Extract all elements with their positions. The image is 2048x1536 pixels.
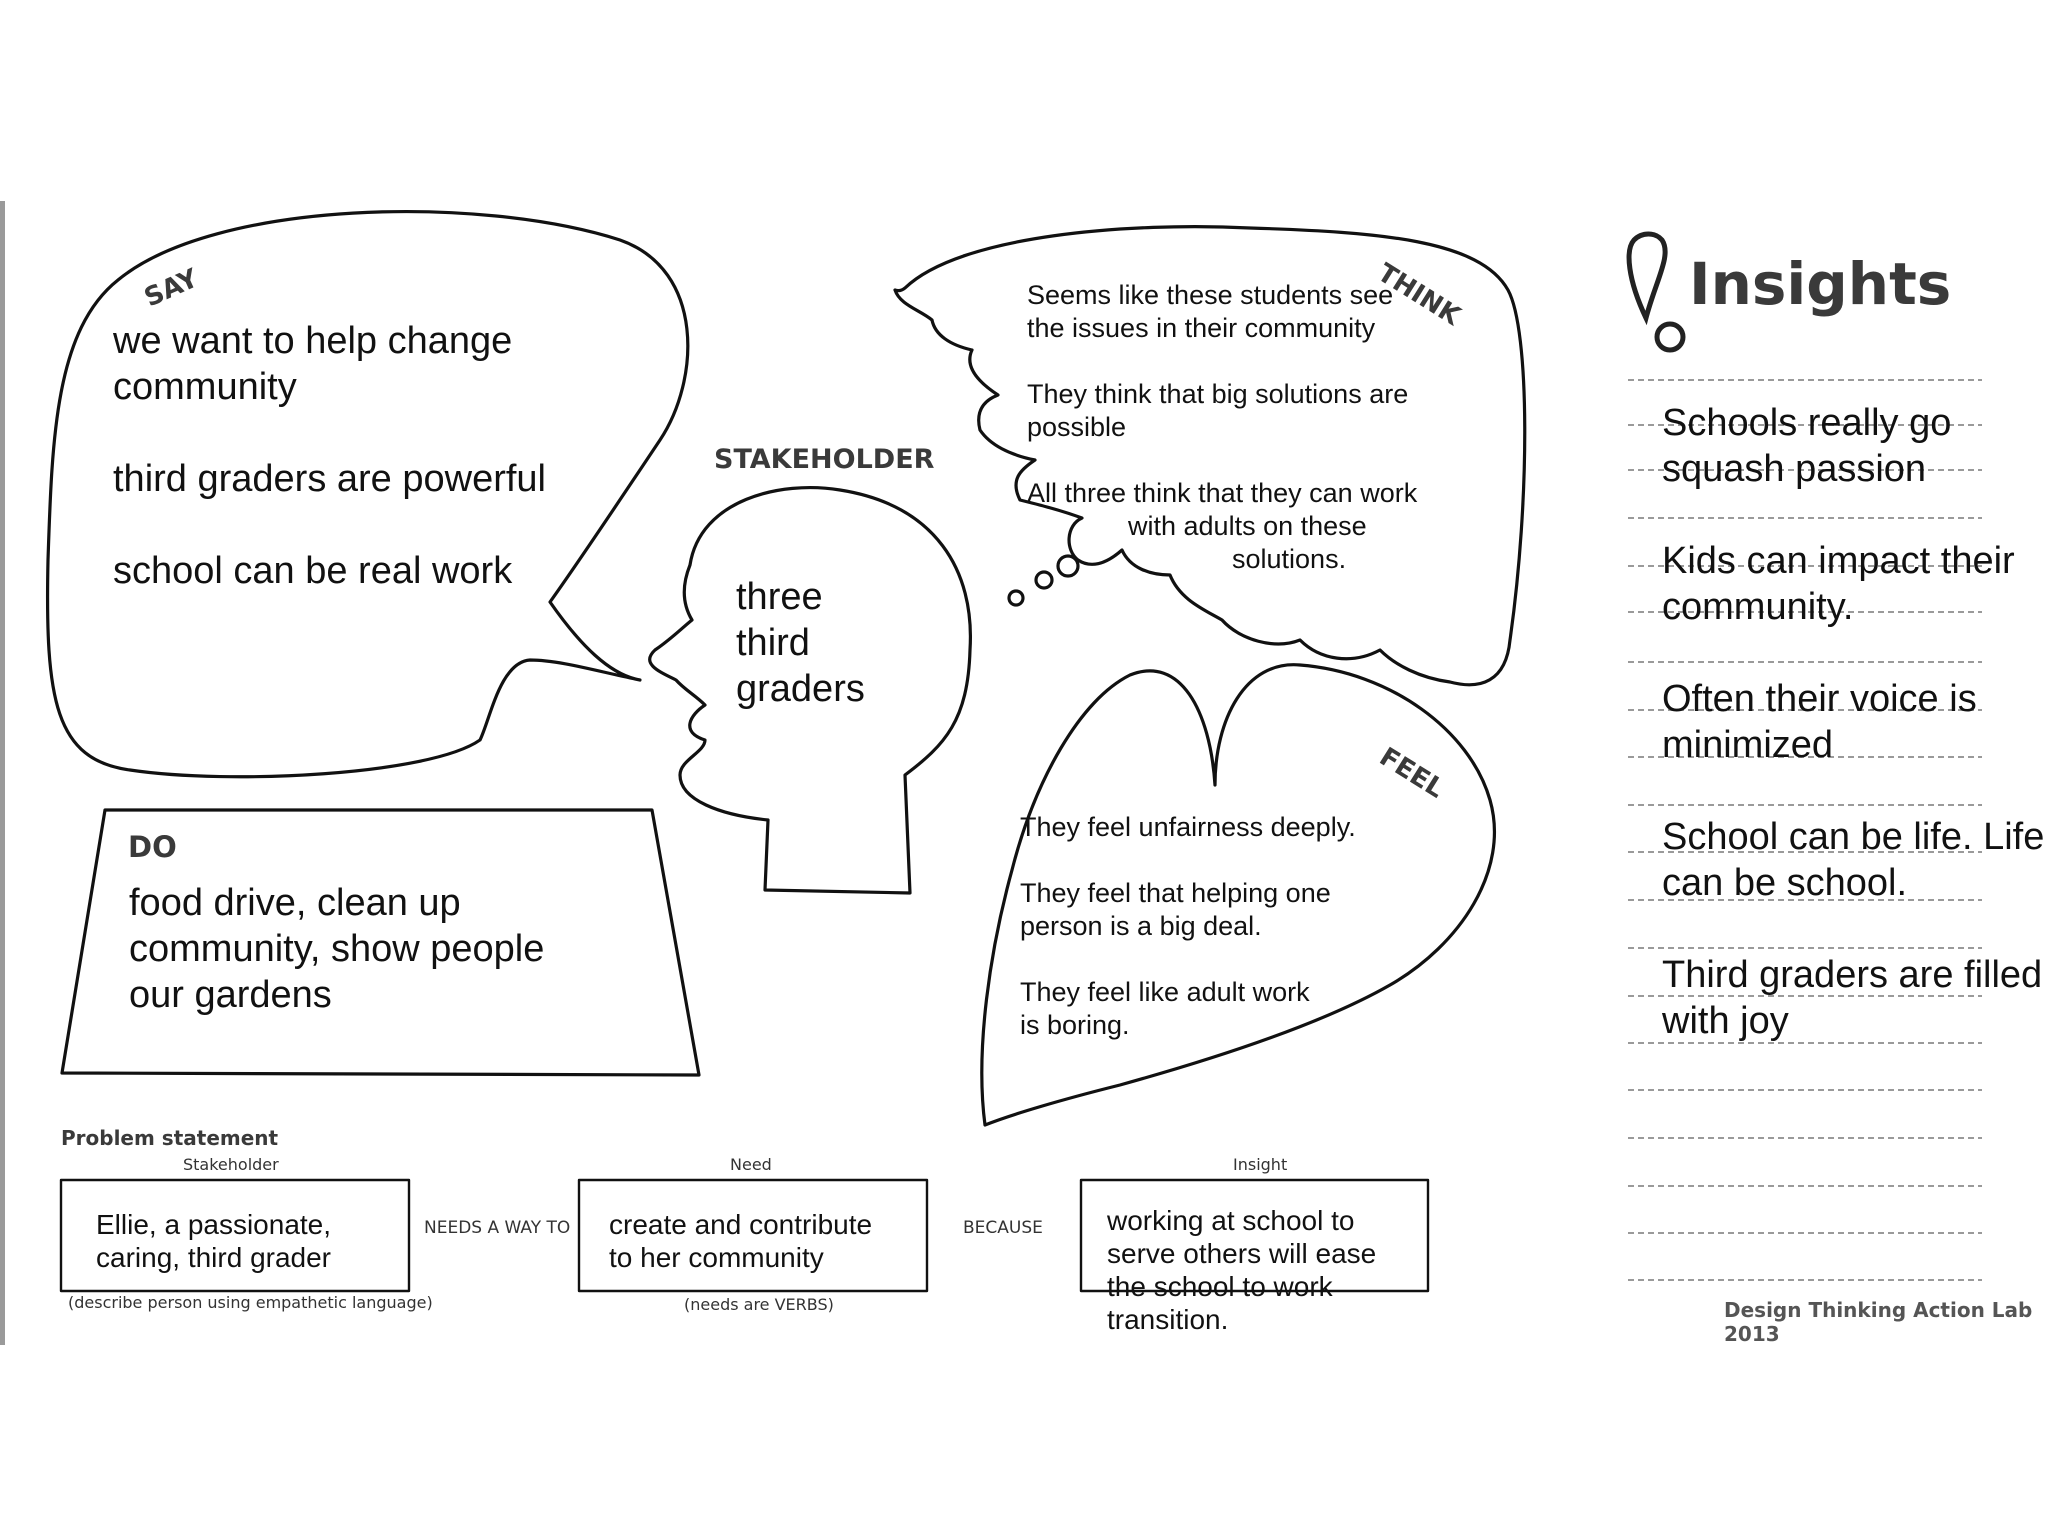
thought-bubble-medium <box>1036 572 1052 588</box>
insight-item-2: Kids can impact their community. <box>1662 540 2015 628</box>
stakeholder-header: Stakeholder <box>183 1155 279 1174</box>
thought-bubble-large <box>1058 556 1078 576</box>
think-text-2: They think that big solutions are possible <box>1027 379 1409 442</box>
think-label: THINK <box>1372 258 1466 332</box>
do-label: DO <box>128 830 177 864</box>
think-text-3a: All three think that they can work <box>1027 478 1418 508</box>
footer-credit: Design Thinking Action Lab 2013 <box>1724 1298 2033 1346</box>
stakeholder-box-text: Ellie, a passionate, caring, third grader <box>96 1209 332 1273</box>
stakeholder-text: three third graders <box>736 576 865 710</box>
stakeholder-label: STAKEHOLDER <box>714 444 935 475</box>
do-text: food drive, clean up community, show people our gardens <box>129 882 545 1016</box>
exclamation-bulb-icon <box>1629 234 1683 350</box>
think-text-3b: with adults on these <box>1128 511 1367 541</box>
needs-a-way-to-connector: NEEDS A WAY TO <box>424 1218 571 1238</box>
think-text-1: Seems like these students see the issues in their community <box>1027 280 1394 343</box>
say-text: we want to help change community third graders are powerful school can be real work <box>113 320 546 592</box>
insight-item-1: Schools really go squash passion <box>1662 402 1952 490</box>
feel-label: FEEL <box>1374 742 1450 805</box>
insight-header: Insight <box>1233 1155 1288 1174</box>
feel-text: They feel unfairness deeply. They feel that helping one person is a big deal. They feel like adult work is boring. <box>1020 812 1356 1040</box>
think-text-3c: solutions. <box>1232 544 1347 574</box>
thought-bubble-small <box>1009 591 1023 605</box>
insight-item-4: School can be life. Life can be school. <box>1662 816 2045 904</box>
insights-title: Insights <box>1689 250 1952 318</box>
insight-item-3: Often their voice is minimized <box>1662 678 1977 766</box>
need-note: (needs are VERBS) <box>684 1295 834 1314</box>
stakeholder-note: (describe person using empathetic language) <box>68 1293 433 1312</box>
because-connector: BECAUSE <box>963 1218 1043 1238</box>
insight-item-5: Third graders are filled with joy <box>1662 954 2043 1042</box>
say-label: SAY <box>140 263 203 314</box>
problem-statement-title: Problem statement <box>61 1126 279 1150</box>
need-box-text: create and contribute to her community <box>609 1209 873 1273</box>
need-header: Need <box>730 1155 772 1174</box>
insight-box-text: working at school to serve others will ease the school to work transition. <box>1107 1205 1377 1335</box>
